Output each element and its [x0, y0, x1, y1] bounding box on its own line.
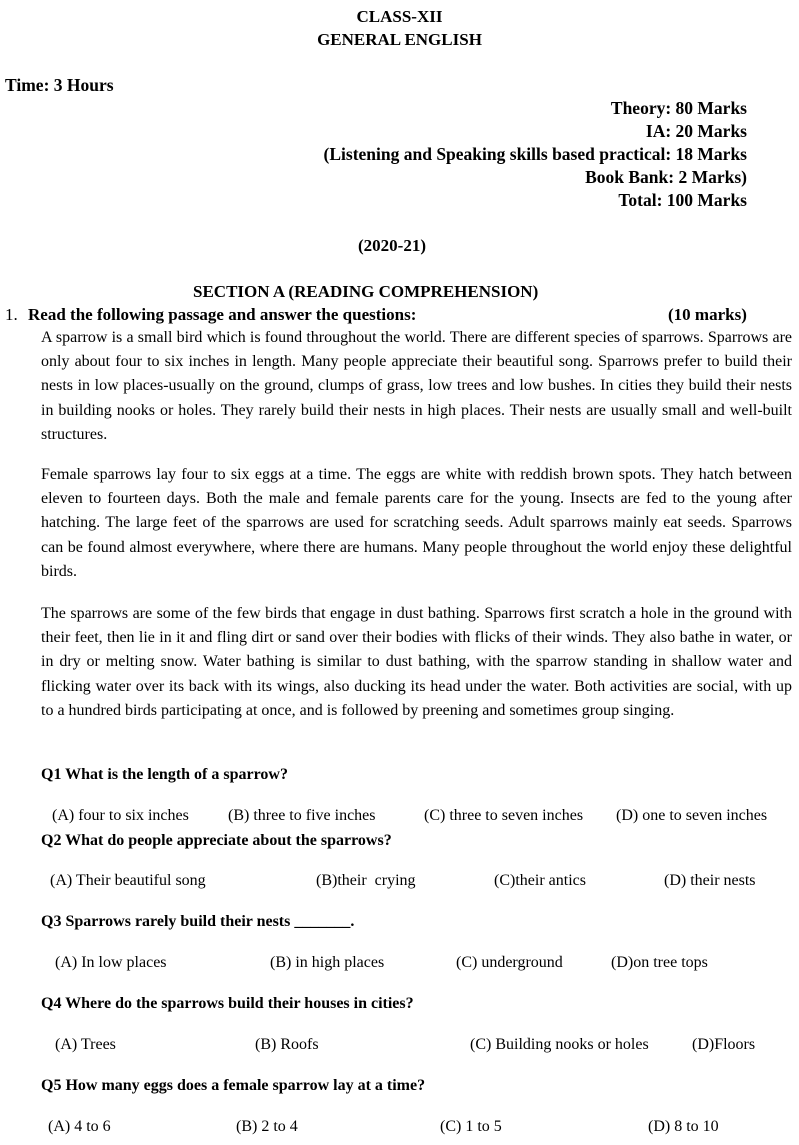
- q2-option-b: (B)their crying: [316, 872, 416, 889]
- time-label: Time: 3 Hours: [5, 75, 114, 95]
- subject-title: GENERAL ENGLISH: [317, 30, 482, 49]
- q2-option-a: (A) Their beautiful song: [50, 872, 206, 889]
- section-instruction: Read the following passage and answer the questions:: [28, 305, 417, 324]
- q3-option-b: (B) in high places: [270, 954, 385, 971]
- q5-option-b: (B) 2 to 4: [236, 1118, 298, 1135]
- q5-option-d: (D) 8 to 10: [648, 1118, 719, 1135]
- passage-paragraph-1: A sparrow is a small bird which is found throughout the world. There are different species of sparrows. Sparrows are only about four to six inches in length. Many people appreciate their beautiful song. Sparrows prefer to build their nests in low places-usually on the ground, clumps of grass, low trees and low bushes. In cities they build their nests in building nooks or holes. They rarely build their nests in high places. Their nests are usually small and well-built structures.: [41, 329, 792, 443]
- q5-option-c: (C) 1 to 5: [440, 1118, 502, 1135]
- marks-theory: Theory: 80 Marks: [610, 98, 747, 118]
- passage-paragraph-2: Female sparrows lay four to six eggs at a time. The eggs are white with reddish brown spots. They hatch between eleven to fourteen days. Both the male and female parents care for the young. Insects are fed to the young after hatching. The large feet of the sparrows are used for scratching seeds. Adult sparrows mainly eat seeds. Sparrows can be found almost everywhere, where there are humans. Many people throughout the world enjoy these delightful birds.: [41, 466, 792, 580]
- q2-option-d: (D) their nests: [664, 872, 756, 889]
- q1-option-b: (B) three to five inches: [228, 807, 376, 824]
- marks-book-bank: Book Bank: 2 Marks): [585, 167, 747, 187]
- section-title: SECTION A (READING COMPREHENSION): [193, 282, 539, 301]
- q4-option-b: (B) Roofs: [255, 1036, 319, 1053]
- q5-option-a: (A) 4 to 6: [48, 1118, 111, 1135]
- q4-option-c: (C) Building nooks or holes: [470, 1036, 649, 1053]
- q1-option-d: (D) one to seven inches: [616, 807, 768, 824]
- question-number: 1.: [5, 305, 18, 324]
- q1-option-c: (C) three to seven inches: [424, 807, 584, 824]
- q3-option-d: (D)on tree tops: [611, 954, 708, 971]
- class-title: CLASS-XII: [356, 7, 443, 26]
- question-5: Q5 How many eggs does a female sparrow lay at a time?: [41, 1077, 426, 1094]
- q2-option-c: (C)their antics: [494, 872, 586, 889]
- q3-option-c: (C) underground: [456, 954, 563, 971]
- question-3: Q3 Sparrows rarely build their nests _______.: [41, 913, 355, 930]
- question-4: Q4 Where do the sparrows build their houses in cities?: [41, 995, 414, 1012]
- q4-option-a: (A) Trees: [55, 1036, 116, 1053]
- marks-practical: (Listening and Speaking skills based practical: 18 Marks: [323, 144, 747, 164]
- q3-option-a: (A) In low places: [55, 954, 167, 971]
- session-year: (2020-21): [358, 236, 426, 255]
- q4-option-d: (D)Floors: [692, 1036, 756, 1053]
- question-1: Q1 What is the length of a sparrow?: [41, 766, 288, 783]
- question-2: Q2 What do people appreciate about the sparrows?: [41, 832, 392, 849]
- passage-paragraph-3: The sparrows are some of the few birds that engage in dust bathing. Sparrows first scratch a hole in the ground with their feet, then lie in it and fling dirt or sand over their bodies with flicks of their winds. They also bathe in water, or in dry or melting snow. Water bathing is similar to dust bathing, with the sparrow standing in shallow water and flicking water over its back with its wings, also ducking its head under the water. Both activities are social, with up to a hundred birds participating at once, and is followed by preening and sometimes group singing.: [41, 605, 792, 719]
- marks-ia: IA: 20 Marks: [645, 121, 747, 141]
- marks-total: Total: 100 Marks: [618, 190, 747, 210]
- section-marks: (10 marks): [668, 305, 747, 324]
- q1-option-a: (A) four to six inches: [52, 807, 189, 824]
